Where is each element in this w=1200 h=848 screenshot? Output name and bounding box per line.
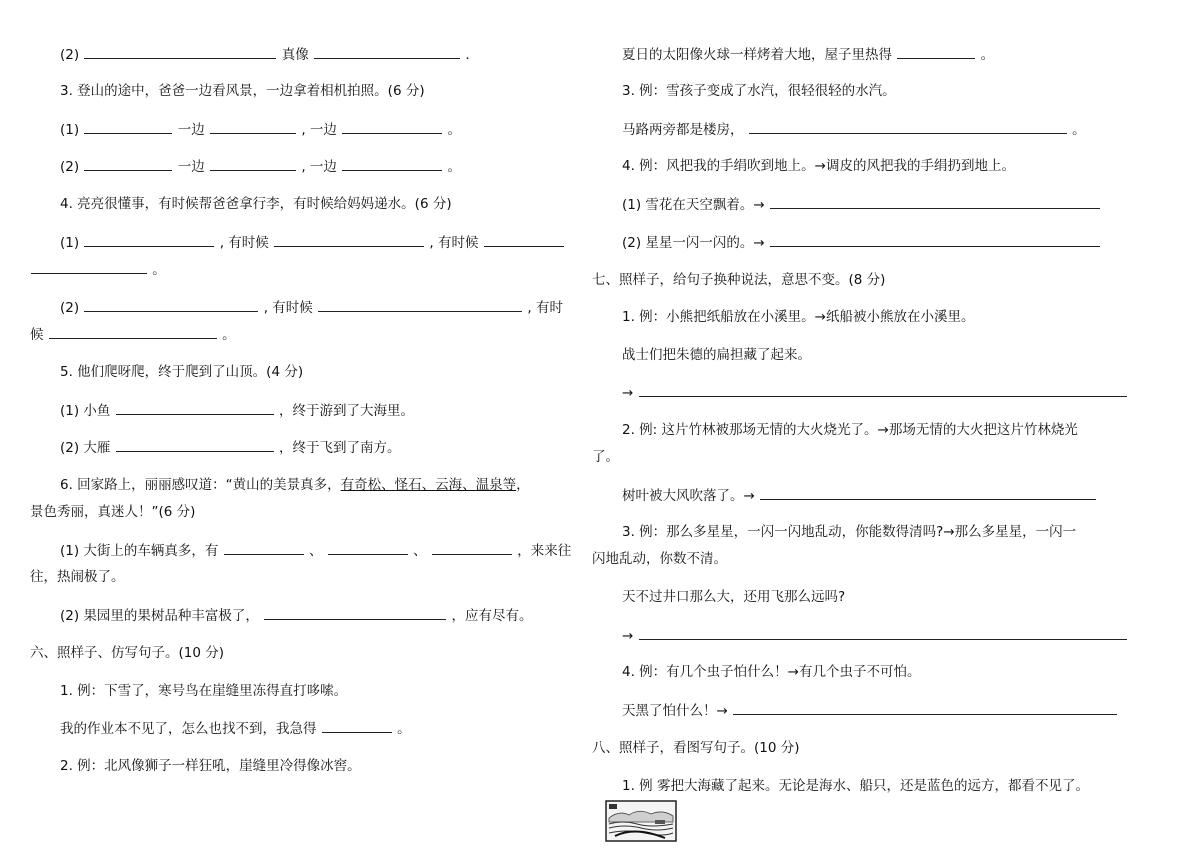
s7-q3-task: 天不过井口那么大，还用飞那么远吗? [622,589,846,605]
q6-sub1-line [30,540,570,561]
q4-sub1-line [30,232,570,253]
s8-q1-example: 1. 例 雾把大海藏了起来。无论是海水、船只，还是蓝色的远方，都看不见了。 [622,778,1089,794]
answer-blank[interactable] [274,232,424,247]
s6-q2-example: 2. 例：北风像狮子一样狂吼，崖缝里冷得像冰窖。 [60,758,361,774]
section-8-heading: 八、照样子，看图写句子。(10 分) [592,740,800,756]
line-text: 树叶被大风吹落了。→ [622,488,755,504]
line-text: 。 [980,47,995,63]
line-text: , 有时 [527,300,563,316]
answer-blank[interactable] [749,119,1067,134]
line-text: 。 [397,721,411,737]
item-label: (2) 大雁 [60,440,111,456]
line-text: 候 [30,327,44,343]
q5-sub1-line [30,400,570,421]
q6-sub1-continued: 往，热闹极了。 [30,569,125,585]
q3-sub1-line [30,119,570,140]
line-text: (1) 大街上的车辆真多，有 [60,543,219,559]
s7-q2-example-continued: 了。 [592,449,619,465]
line-text: 。 [1072,122,1086,138]
answer-blank[interactable] [484,232,564,247]
q4-sub2-line [30,297,570,318]
answer-blank[interactable] [318,297,522,312]
s7-q1-example: 1. 例：小熊把纸船放在小溪里。→纸船被小熊放在小溪里。 [622,309,975,325]
line-text: 真像 [281,47,309,63]
line-text: (2) 果园里的果树品种丰富极了， [60,608,259,624]
answer-blank[interactable] [84,44,276,59]
s7-q3-example: 3. 例：那么多星星，一闪一闪地乱动，你能数得清吗?→那么多星星，一闪一 [622,524,1077,540]
s6-q2-task [592,44,1137,65]
left-column [30,0,570,848]
answer-blank[interactable] [328,540,408,555]
q6-sub2-line [30,605,570,626]
section-7-heading: 七、照样子，给句子换种说法，意思不变。(8 分) [592,272,886,288]
line-text: 。 [222,327,236,343]
s6-q1-example: 1. 例：下雪了，寒号鸟在崖缝里冻得直打哆嗦。 [60,683,348,699]
answer-blank[interactable] [639,625,1127,640]
line-text: 、 [413,543,427,559]
question-5-prompt: 5. 他们爬呀爬，终于爬到了山顶。(4 分) [60,364,304,380]
s7-q2-example: 2. 例: 这片竹林被那场无情的大火烧光了。→那场无情的大火把这片竹林烧光 [622,422,1078,438]
line-text: 、 [309,543,323,559]
section-6-heading: 六、照样子、仿写句子。(10 分) [30,645,225,661]
s6-q4-task2 [592,232,1137,253]
s7-q3-example-continued: 闪地乱动，你数不清。 [592,551,727,567]
s6-q1-task [30,718,570,739]
line-text: ，终于飞到了南方。 [279,440,401,456]
answer-blank[interactable] [733,700,1117,715]
answer-blank[interactable] [224,540,304,555]
item-label: (2) [60,300,80,316]
answer-blank[interactable] [49,324,217,339]
answer-blank[interactable] [897,44,975,59]
answer-blank[interactable] [210,119,296,134]
answer-blank[interactable] [770,232,1100,247]
answer-blank[interactable] [116,437,274,452]
right-column [592,0,1137,848]
answer-blank[interactable] [210,156,296,171]
s7-q1-answer [592,382,1137,403]
question-3-prompt: 3. 登山的途中，爸爸一边看风景，一边拿着相机拍照。(6 分) [60,83,425,99]
s7-q2-task [592,485,1137,506]
fog-sea-illustration [605,800,677,842]
line-text: (2) 星星一闪一闪的。→ [622,235,765,251]
fog-sea-picture-icon [605,800,677,842]
line-text: (1) 雪花在天空飘着。→ [622,197,765,213]
answer-blank[interactable] [116,400,274,415]
line-text: , 有时候 [429,235,479,251]
answer-blank[interactable] [770,194,1100,209]
item-label: (1) [60,122,80,138]
line-text: , 一边 [301,159,337,175]
line-text: 一边 [177,159,205,175]
answer-blank[interactable] [432,540,512,555]
s6-q4-example: 4. 例：风把我的手绢吹到地上。→调皮的风把我的手绢扔到地上。 [622,158,1015,174]
line-text: 6. 回家路上，丽丽感叹道：“黄山的美景真多， [60,477,341,493]
line-text: ， [516,477,530,493]
answer-blank[interactable] [84,119,172,134]
q4-sub1-continued [30,259,570,280]
arrow-icon: → [622,628,634,644]
item-label: (1) 小鱼 [60,403,111,419]
line-text: 一边 [177,122,205,138]
answer-blank[interactable] [84,297,258,312]
q2-sub2-line [30,44,570,65]
line-text: . [465,47,470,63]
answer-blank[interactable] [84,156,172,171]
line-text: 夏日的太阳像火球一样烤着大地，屋子里热得 [622,47,892,63]
answer-blank[interactable] [314,44,460,59]
line-text: , 一边 [301,122,337,138]
item-label: (2) [60,47,80,63]
q4-sub2-continued [30,324,570,345]
s7-q4-task [592,700,1137,721]
answer-blank[interactable] [342,119,442,134]
line-text: 天黑了怕什么！→ [622,703,728,719]
s6-q3-example: 3. 例：雪孩子变成了水汽，很轻很轻的水汽。 [622,83,896,99]
question-6-prompt [30,475,570,495]
item-label: (2) [60,159,80,175]
answer-blank[interactable] [342,156,442,171]
line-text: 。 [447,159,461,175]
s6-q3-task [592,119,1137,140]
line-text: , 有时候 [219,235,269,251]
s7-q1-task: 战士们把朱德的扁担藏了起来。 [622,347,811,363]
line-text: 。 [152,262,166,278]
q3-sub2-line [30,156,570,177]
line-text: 。 [447,122,461,138]
question-6-prompt-continued: 景色秀丽，真迷人！”(6 分) [30,504,196,520]
underlined-example: 有奇松、怪石、云海、温泉等 [340,477,517,493]
answer-blank[interactable] [322,718,392,733]
line-text: ，应有尽有。 [451,608,533,624]
question-4-prompt: 4. 亮亮很懂事，有时候帮爸爸拿行李，有时候给妈妈递水。(6 分) [60,196,452,212]
answer-blank[interactable] [84,232,214,247]
line-text: , 有时候 [263,300,313,316]
answer-blank[interactable] [760,485,1096,500]
line-text: ，来来往 [517,543,572,559]
answer-blank[interactable] [639,382,1127,397]
line-text: 我的作业本不见了，怎么也找不到，我急得 [60,721,317,737]
s7-q3-answer [592,625,1137,646]
s6-q4-task1 [592,194,1137,215]
line-text: ，终于游到了大海里。 [279,403,415,419]
item-label: (1) [60,235,80,251]
line-text: 马路两旁都是楼房， [622,122,744,138]
q5-sub2-line [30,437,570,458]
answer-blank[interactable] [31,259,147,274]
answer-blank[interactable] [264,605,446,620]
s7-q4-example: 4. 例：有几个虫子怕什么！→有几个虫子不可怕。 [622,664,921,680]
arrow-icon: → [622,385,634,401]
